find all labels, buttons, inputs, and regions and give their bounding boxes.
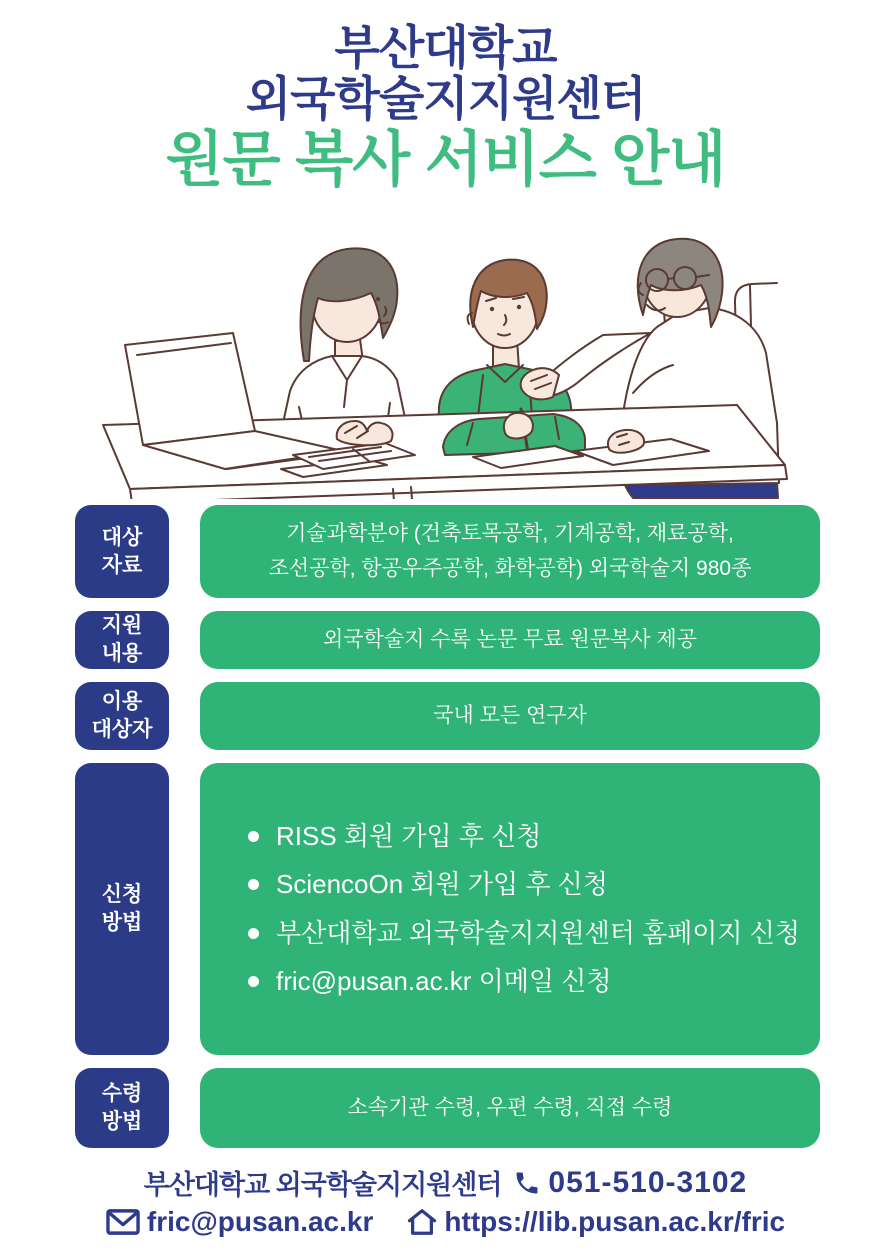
row-label — [75, 505, 169, 598]
row-label-line: 이용 — [101, 690, 143, 714]
title-line-service: 원문 복사 서비스 안내 — [165, 126, 726, 194]
footer-line-1 — [0, 1163, 891, 1202]
info-row-support-content — [75, 611, 820, 669]
list-item — [248, 918, 800, 949]
info-row-application-method — [75, 763, 820, 1055]
row-label — [75, 1068, 169, 1148]
row-label-line: 대상자 — [91, 718, 153, 741]
title-line-university: 부산대학교 — [334, 21, 557, 74]
footer-website-group — [407, 1206, 785, 1238]
row-content-line: 기술과학분야 (건축토목공학, 기계공학, 재료공학, — [286, 521, 734, 545]
footer-email: fric@pusan.ac.kr — [146, 1206, 374, 1237]
bullet-text: fric@pusan.ac.kr 이메일 신청 — [276, 965, 612, 996]
row-label-line: 신청 — [101, 883, 143, 907]
title-line-center: 외국학술지지원센터 — [245, 72, 646, 126]
row-content — [200, 611, 820, 669]
row-label-line: 내용 — [101, 642, 143, 665]
title-block — [0, 0, 891, 194]
bullet-text: 부산대학교 외국학술지지원센터 홈페이지 신청 — [276, 917, 800, 948]
bullet-text: RISS 회원 가입 후 신청 — [276, 821, 542, 852]
row-label-line: 대상 — [101, 525, 143, 549]
footer-phone-group — [513, 1166, 747, 1200]
row-content — [200, 1068, 820, 1148]
bullet-text: SciencoOn 회원 가입 후 신청 — [276, 869, 608, 900]
list-item — [248, 966, 800, 997]
bullet-dot-icon — [248, 976, 259, 987]
row-label — [75, 763, 169, 1055]
row-label — [75, 611, 169, 669]
row-label-line: 방법 — [101, 1110, 143, 1133]
footer-website: https://lib.pusan.ac.kr/fric — [444, 1206, 786, 1237]
phone-icon — [513, 1169, 541, 1197]
footer-email-group — [106, 1206, 374, 1238]
bullet-dot-icon — [248, 879, 259, 890]
row-content — [200, 682, 820, 750]
row-label-line: 자료 — [101, 553, 143, 577]
list-item — [248, 869, 800, 900]
row-label-line: 방법 — [101, 911, 143, 934]
row-label-line: 수령 — [101, 1082, 143, 1106]
info-row-receipt-method — [75, 1068, 820, 1148]
footer — [0, 1163, 891, 1238]
envelope-icon — [106, 1208, 140, 1236]
info-row-target-materials — [75, 505, 820, 598]
footer-phone-number: 051-510-3102 — [548, 1165, 748, 1199]
footer-line-2 — [0, 1206, 891, 1238]
application-method-list — [248, 821, 800, 997]
row-content-line: 소속기관 수령, 우편 수령, 직접 수령 — [347, 1095, 673, 1119]
info-table — [75, 505, 820, 1148]
footer-org-name: 부산대학교 외국학술지지원센터 — [143, 1170, 502, 1200]
bullet-dot-icon — [248, 928, 259, 939]
row-content-line: 외국학술지 수록 논문 무료 원문복사 제공 — [322, 627, 698, 651]
row-content-line: 국내 모든 연구자 — [433, 703, 587, 727]
list-item — [248, 821, 800, 852]
row-content-line: 조선공학, 항공우주공학, 화학공학) 외국학술지 980종 — [268, 556, 752, 580]
home-icon — [407, 1208, 437, 1236]
row-label-line: 지원 — [101, 614, 143, 638]
row-content — [200, 763, 820, 1055]
row-content — [200, 505, 820, 598]
info-row-eligible-users — [75, 682, 820, 750]
row-label — [75, 682, 169, 750]
bullet-dot-icon — [248, 831, 259, 842]
meeting-illustration — [85, 193, 807, 499]
